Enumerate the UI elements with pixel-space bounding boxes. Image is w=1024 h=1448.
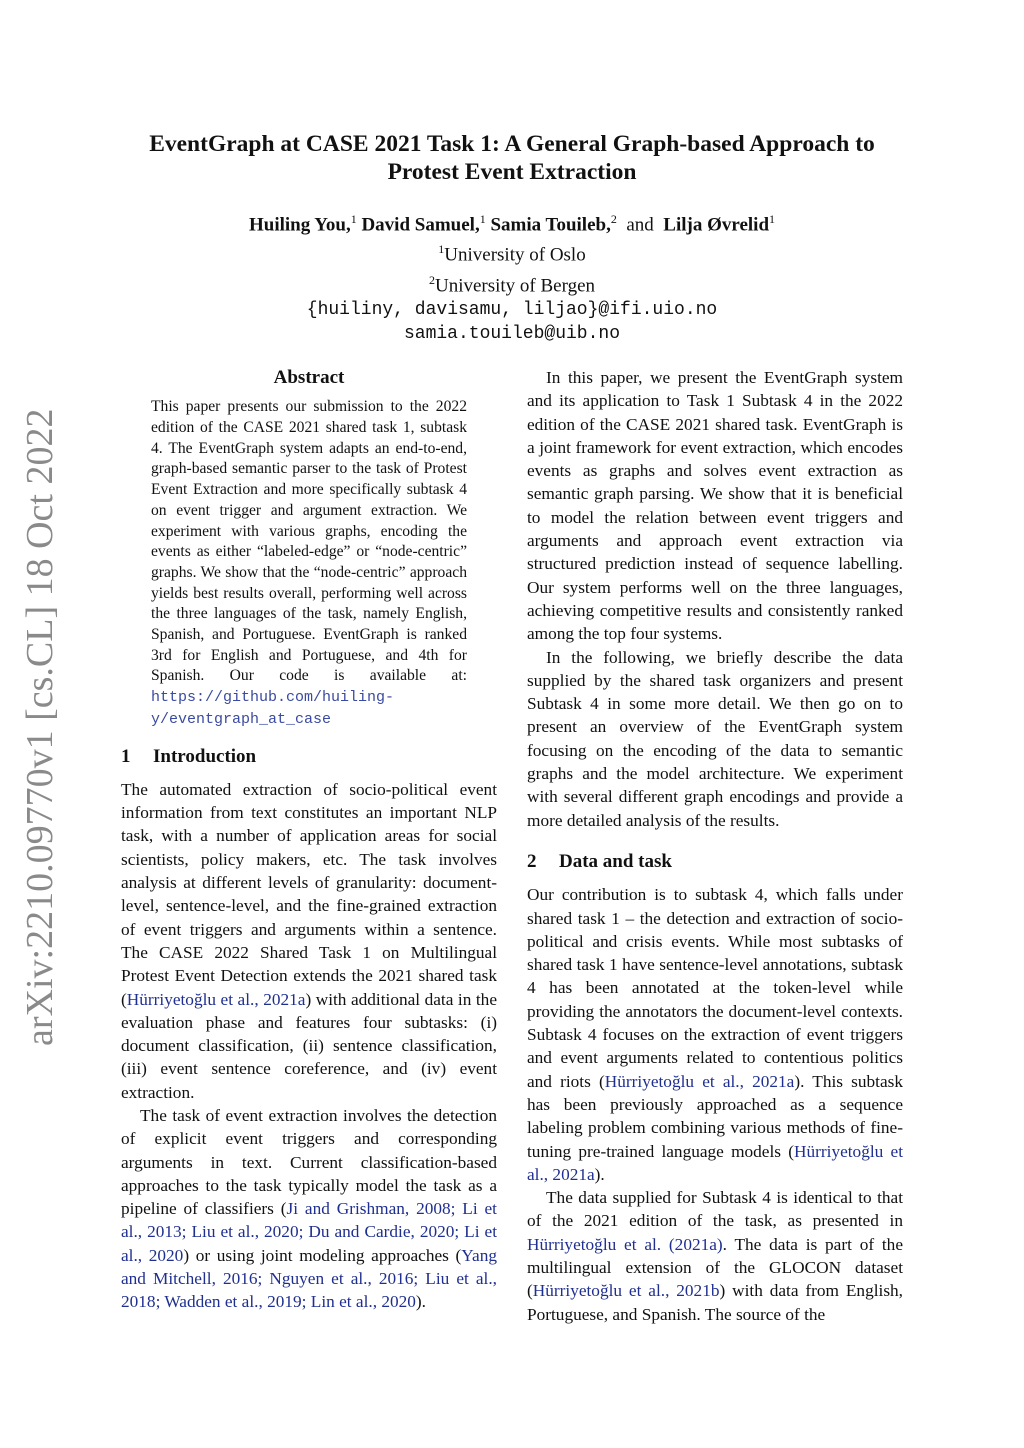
data-paragraph-1: [527, 883, 903, 1186]
affiliation-1-name: University of Oslo: [444, 244, 586, 266]
section-1-heading: [121, 745, 497, 768]
author-and: and: [626, 214, 654, 236]
intro-paragraph-3: In this paper, we present the EventGraph system and its application to Task 1 Subtask 4 in the 2022 edition of the CASE 2021 shared task. EventGraph is a joint framework for event extraction, which encodes events as graphs and solves event extraction as semantic graph parsing. We show that it is beneficial to model the relation between event triggers and arguments and approach event extraction via structured prediction instead of sequence labelling. Our system performs well on the three languages, achieving competitive results and consistently ranked among the top four systems.: [527, 368, 903, 644]
citation-link[interactable]: Hürriyetoğlu et al., 2021a: [527, 1141, 904, 1184]
citation-link[interactable]: Ji and Grishman, 2008; Li et al., 2013; Liu et al., 2020; Du and Cardie, 2020; Li et al., 2020: [121, 1199, 497, 1265]
author-block: [110, 207, 914, 346]
abstract-heading: Abstract: [273, 367, 345, 388]
affiliation-2-name: University of Bergen: [434, 274, 596, 296]
citation-link[interactable]: Hürriyetoğlu et al., 2021a: [604, 1071, 795, 1091]
text: ) with additional data in the evaluation phase and features four subtasks: (i) document classification, (ii) sentence classification, (iii) event sentence coreference, and (iv) event extraction.: [121, 989, 497, 1102]
email-2: samia.touileb@uib.no: [403, 323, 621, 344]
section-2-heading: [527, 850, 903, 873]
arxiv-identifier: arXiv:2210.09770v1 [cs.CL] 18 Oct 2022: [19, 408, 61, 1046]
citation-link[interactable]: (2021a): [668, 1234, 723, 1254]
email-1: {huiliny, davisamu, liljao}@ifi.uio.no: [306, 299, 718, 320]
intro-paragraph-1: [121, 778, 497, 1104]
author-line: [110, 207, 914, 237]
text: Our contribution is to subtask 4, which falls under shared task 1 – the detection and extraction of socio-political and crisis events. While most subtasks of shared task 1 have sentence-level annotations, subtask 4 has been annotated at the token-level while providing the annotators the document-level contexts. Subtask 4 focuses on the extraction of event triggers and event arguments related to contentious politics and riots (: [527, 885, 903, 1091]
data-paragraph-2: [527, 1186, 903, 1326]
abstract-body: [151, 397, 467, 730]
text: The automated extraction of socio-political event information from text constitutes an important NLP task, with a number of application areas for social scientists, policy makers, etc. The task involves analysis at different levels of granularity: document-level, sentence-level, and the fine-grained extraction of event triggers and arguments within a sentence. The CASE 2022 Shared Task 1 on Multilingual Protest Event Detection extends the 2021 shared task (: [121, 779, 497, 1009]
text: ) with data from English, Portuguese, and Spanish. The source of the: [527, 1281, 904, 1324]
author-3-affiliation: 2: [610, 212, 617, 226]
left-column: [121, 366, 497, 1314]
section-2-number: 2: [527, 850, 537, 872]
author-1: Huiling You,: [248, 214, 351, 236]
citation-link[interactable]: Hürriyetoğlu et al., 2021b: [532, 1281, 720, 1301]
code-link[interactable]: https://github.com/huiling-y/eventgraph_at_case: [151, 689, 395, 728]
affiliation-2: [110, 268, 914, 298]
text: The data supplied for Subtask 4 is identical to that of the 2021 edition of the task, as presented in: [527, 1188, 903, 1231]
title-line-2: Protest Event Extraction: [387, 159, 637, 185]
citation-link[interactable]: Hürriyetoğlu et al.: [527, 1234, 662, 1254]
text: The task of event extraction involves the detection of explicit event triggers and corresponding arguments in text. Current classification-based approaches to the task typically model the task as a pipeline of classifiers (: [121, 1106, 497, 1219]
text: ).: [594, 1164, 605, 1184]
author-2-affiliation: 1: [479, 212, 486, 226]
author-2: David Samuel,: [361, 214, 480, 236]
paper-title: [110, 130, 914, 186]
citation-link[interactable]: Yang and Mitchell, 2016; Nguyen et al., 2016; Liu et al., 2018; Wadden et al., 2019; Lin et al., 2020: [121, 1245, 497, 1312]
intro-paragraph-4: In the following, we briefly describe the data supplied by the shared task organizers and present Subtask 4 in some more detail. We then go on to present an overview of the EventGraph system focusing on the encoding of the data to semantic graphs and the model architecture. We experiment with several different graph encodings and provide a more detailed analysis of the results.: [527, 647, 903, 830]
author-4: Lilja Øvrelid: [663, 214, 770, 236]
title-line-1: EventGraph at CASE 2021 Task 1: A General Graph-based Approach to: [149, 131, 875, 157]
text: . The data is part of the multilingual extension of the GLOCON dataset (: [527, 1234, 903, 1301]
section-2-title: Data and task: [559, 850, 672, 872]
abstract-text: This paper presents our submission to the 2022 edition of the CASE 2021 shared task 1, subtask 4. The EventGraph system adapts an end-to-end, graph-based semantic parser to the task of Protest Event Extraction and more specifically subtask 4 on event trigger and argument extraction. We experiment with various graphs, encoding the events as either “labeled-edge” or “node-centric” graphs. We show that the “node-centric” approach yields best results overall, performing well across the three languages of the task, namely English, Spanish, and Portuguese. EventGraph is ranked 3rd for English and Portuguese, and 4th for Spanish. Our code is available at:: [151, 398, 467, 685]
section-1-title: Introduction: [153, 745, 257, 767]
text: ) or using joint modeling approaches (: [183, 1245, 462, 1265]
affiliation-1-mark: 1: [438, 242, 445, 257]
intro-paragraph-2: [121, 1104, 497, 1314]
right-column: [527, 366, 903, 1326]
citation-link[interactable]: Hürriyetoğlu et al., 2021a: [126, 989, 306, 1009]
affiliation-1: [110, 237, 914, 267]
text: ).: [415, 1292, 426, 1312]
text: ). This subtask has been previously approached as a sequence labeling problem combining various methods of fine-tuning pre-trained language models (: [527, 1071, 903, 1161]
section-1-number: 1: [121, 745, 131, 767]
affiliation-2-mark: 2: [428, 272, 435, 287]
author-3: Samia Touileb,: [490, 214, 611, 236]
author-1-affiliation: 1: [350, 212, 357, 226]
author-4-affiliation: 1: [769, 212, 776, 226]
